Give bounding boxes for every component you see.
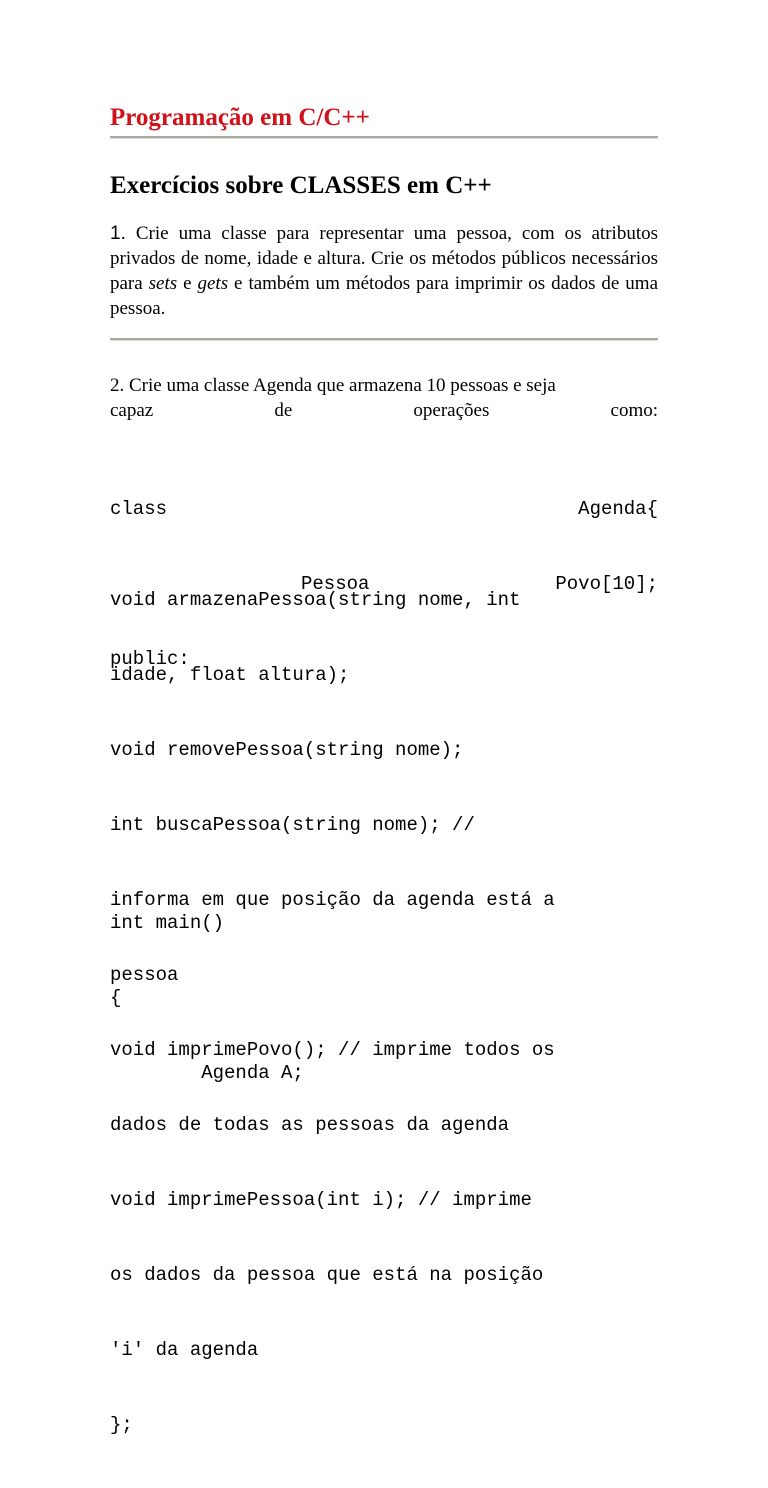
exercise-2-line-1: 2. Crie uma classe Agenda que armazena 10 pessoas e seja	[110, 375, 556, 396]
exercise-2-word: de	[274, 400, 293, 421]
main-function-code	[110, 861, 658, 1136]
section-title: Exercícios sobre CLASSES em C++	[110, 172, 492, 199]
horizontal-divider	[110, 338, 658, 341]
code-line: void imprimePessoa(int i); // imprime	[110, 1189, 532, 1211]
code-line: int main()	[110, 912, 225, 934]
code-line: informa em que posição da agenda está a	[110, 889, 555, 911]
code-line: pessoa	[110, 964, 179, 986]
code-line: int buscaPessoa(string nome); //	[110, 814, 475, 836]
code-class-name: Agenda{	[578, 498, 658, 520]
code-line: idade, float altura);	[110, 664, 350, 686]
exercise-1-paragraph	[110, 221, 658, 321]
code-line: Agenda A;	[110, 1062, 304, 1084]
exercise-1-number: 1.	[110, 223, 126, 244]
exercise-2-word: como:	[610, 400, 659, 421]
exercise-1-conjunction: e	[177, 273, 198, 294]
code-line: 'i' da agenda	[110, 1339, 259, 1361]
horizontal-divider	[110, 136, 658, 139]
exercise-2-word: operações	[413, 400, 490, 421]
document-title: Programação em C/C++	[110, 104, 370, 131]
code-line: void imprimePovo(); // imprime todos os	[110, 1039, 555, 1061]
exercise-1-text-a: Crie uma classe para representar uma pessoa, com os atributos privados de nome, idade e altura. Crie os métodos públicos necessários para	[110, 223, 658, 294]
code-line: {	[110, 987, 122, 1009]
code-line	[110, 497, 658, 522]
code-line: void armazenaPessoa(string nome, int	[110, 589, 521, 611]
sets-term: sets	[148, 273, 178, 294]
exercise-2-line-2	[110, 398, 658, 423]
code-line: void removePessoa(string nome);	[110, 739, 464, 761]
code-line: dados de todas as pessoas da agenda	[110, 1114, 510, 1136]
code-member: Povo[10];	[555, 573, 658, 595]
code-line: os dados da pessoa que está na posição	[110, 1264, 544, 1286]
code-keyword: class	[110, 498, 168, 520]
code-line: public:	[110, 648, 190, 670]
exercise-2-paragraph	[110, 373, 658, 423]
code-type: Pessoa	[301, 573, 370, 595]
code-line: };	[110, 1414, 133, 1436]
gets-term: gets	[197, 273, 229, 294]
exercise-2-word: capaz	[110, 400, 154, 421]
exercise-1-text-b: e também um métodos para imprimir os dados de uma pessoa.	[110, 273, 658, 319]
